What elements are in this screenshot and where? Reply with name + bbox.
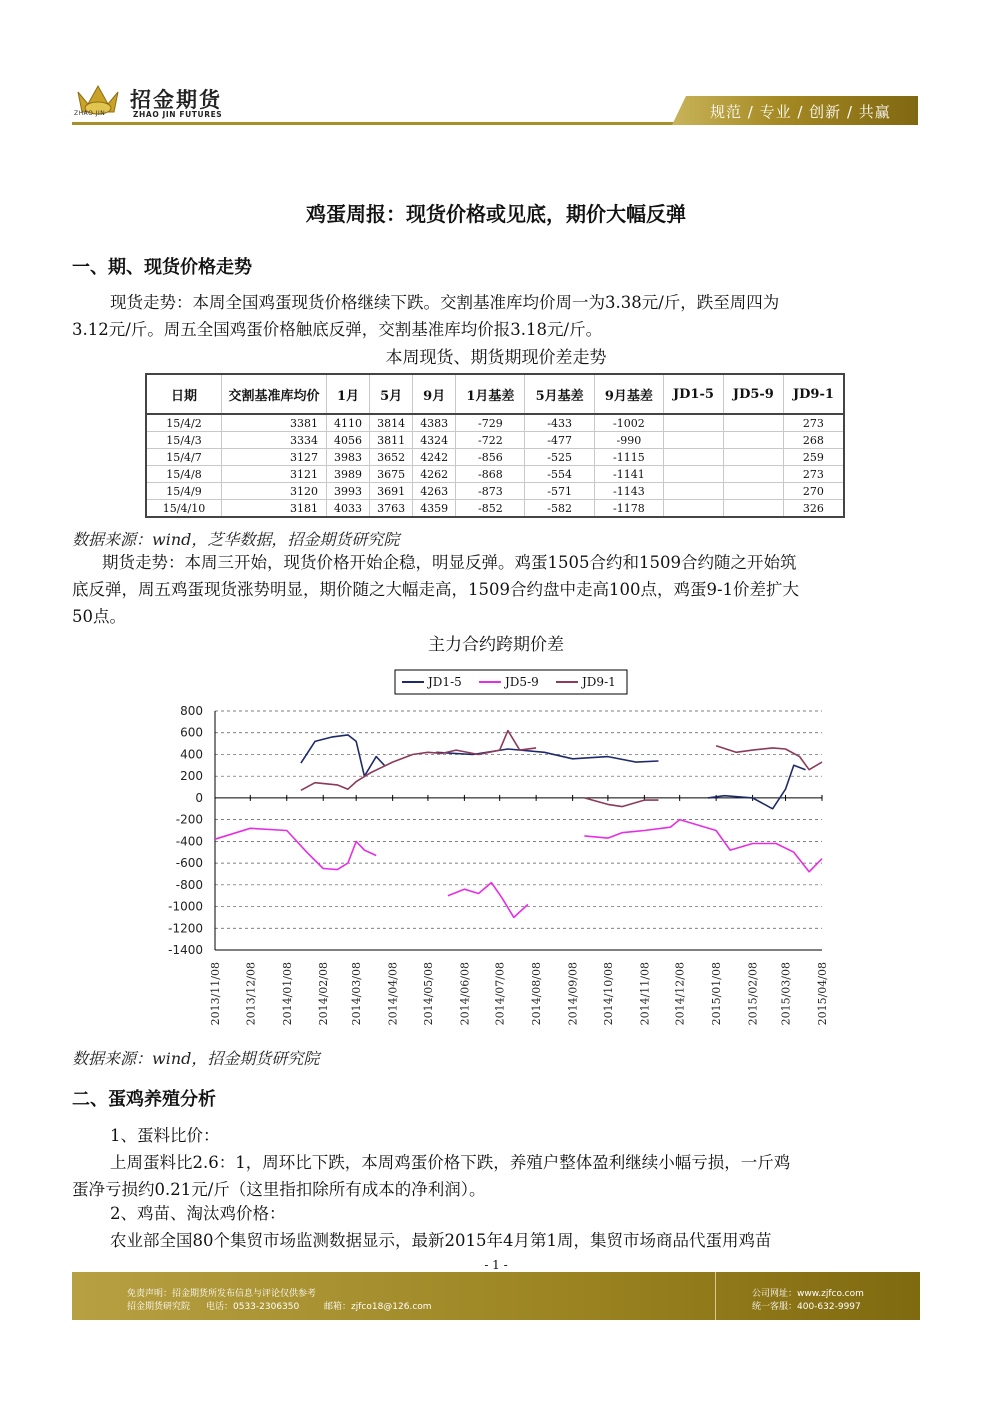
y-tick-label: -600 <box>175 856 203 871</box>
slogan-text: 规范 / 专业 / 创新 / 共赢 <box>710 103 891 121</box>
footer-disclaimer: 免责声明：招金期货所发布信息与评论仅供参考 <box>127 1289 317 1299</box>
header-jd5-9: JD5-9 <box>723 374 783 414</box>
table-cell: -856 <box>456 449 525 466</box>
ratio-line-1: 上周蛋料比2.6：1，周环比下跌，本周鸡蛋价格下跌，养殖户整体盈利继续小幅亏损，一斤鸡 <box>110 1153 791 1172</box>
table-cell: 4056 <box>327 432 370 449</box>
y-tick-label: -1200 <box>168 921 203 936</box>
table-row <box>146 414 844 432</box>
futures-trend-line-3: 50点。 <box>72 607 126 626</box>
table-cell: -433 <box>525 414 594 432</box>
x-tick-label: 2015/02/08 <box>746 962 760 1026</box>
table-cell <box>723 449 783 466</box>
table-cell <box>723 414 783 432</box>
ratio-line-2: 蛋净亏损约0.21元/斤（这里指扣除所有成本的净利润）。 <box>72 1180 486 1199</box>
table-cell: 3989 <box>327 466 370 483</box>
footer-phone: 电话：0533-2306350 <box>206 1302 300 1312</box>
table-cell: 3652 <box>370 449 413 466</box>
y-tick-label: -1400 <box>168 943 203 957</box>
footer-institute: 招金期货研究院 <box>127 1302 191 1312</box>
table-cell <box>723 432 783 449</box>
table-cell: 15/4/2 <box>146 414 222 432</box>
table-cell: 15/4/10 <box>146 500 222 518</box>
table-cell: -1002 <box>594 414 663 432</box>
table-cell: 4110 <box>327 414 370 432</box>
table-cell: -722 <box>456 432 525 449</box>
table-cell: -1115 <box>594 449 663 466</box>
header-date: 日期 <box>146 374 222 414</box>
table-row <box>146 500 844 518</box>
table-cell: 4033 <box>327 500 370 518</box>
legend-label: JD1-5 <box>428 675 462 689</box>
x-tick-label: 2014/04/08 <box>386 962 400 1026</box>
table-cell: 4383 <box>413 414 456 432</box>
futures-trend-line-1: 期货走势：本周三开始，现货价格开始企稳，明显反弹。鸡蛋1505合约和1509合约随之开始筑 <box>102 553 797 572</box>
table-row <box>146 466 844 483</box>
table-cell: 3120 <box>222 483 327 500</box>
futures-trend-line-2: 底反弹，周五鸡蛋现货涨势明显，期价随之大幅走高，1509合约盘中走高100点，鸡蛋9-1价差扩大 <box>72 580 800 599</box>
x-tick-label: 2014/01/08 <box>280 962 294 1026</box>
series-line-jd9-1 <box>716 746 822 770</box>
table-cell: 3127 <box>222 449 327 466</box>
table-cell: 3993 <box>327 483 370 500</box>
chicks-line-1: 农业部全国80个集贸市场监测数据显示，最新2015年4月第1周，集贸市场商品代蛋用鸡苗 <box>110 1231 772 1250</box>
table-cell <box>723 466 783 483</box>
table-cell <box>663 483 723 500</box>
section-heading-1: 一、期、现货价格走势 <box>72 257 252 278</box>
table-cell: 4359 <box>413 500 456 518</box>
footer-email: 邮箱：zjfco18@126.com <box>324 1302 432 1312</box>
spot-trend-line-1: 现货走势：本周全国鸡蛋现货价格继续下跌。交割基准库均价周一为3.38元/斤，跌至周四为 <box>110 293 780 312</box>
subheading-ratio: 1、蛋料比价： <box>110 1126 220 1145</box>
table-cell: 273 <box>783 414 844 432</box>
y-tick-label: -1000 <box>168 899 203 914</box>
table-cell: 3334 <box>222 432 327 449</box>
table-cell: -525 <box>525 449 594 466</box>
header-jd9-1: JD9-1 <box>783 374 844 414</box>
footer-hotline: 统一客服：400-632-9997 <box>752 1302 861 1312</box>
table-cell: -582 <box>525 500 594 518</box>
legend-label: JD9-1 <box>582 675 616 689</box>
document-title: 鸡蛋周报：现货价格或见底，期价大幅反弹 <box>306 202 686 226</box>
table-cell: 4242 <box>413 449 456 466</box>
x-tick-label: 2014/11/08 <box>638 962 652 1026</box>
table-caption: 本周现货、期货期现价差走势 <box>385 348 607 368</box>
price-table <box>145 373 845 518</box>
table-cell: 15/4/8 <box>146 466 222 483</box>
page-number: - 1 - <box>484 1258 508 1272</box>
table-cell: -1141 <box>594 466 663 483</box>
series-line-jd1-5 <box>708 765 806 809</box>
table-cell: -1143 <box>594 483 663 500</box>
y-tick-label: 0 <box>195 790 203 805</box>
logo-pinyin: ZHAO JIN <box>74 110 106 117</box>
logo-english: ZHAO JIN FUTURES <box>133 110 223 119</box>
x-tick-label: 2015/01/08 <box>710 962 724 1026</box>
x-tick-label: 2014/10/08 <box>601 962 615 1026</box>
x-tick-label: 2015/04/08 <box>816 962 829 1026</box>
y-tick-label: 600 <box>180 725 203 740</box>
x-tick-label: 2013/12/08 <box>244 962 258 1026</box>
table-cell <box>663 449 723 466</box>
table-cell: -852 <box>456 500 525 518</box>
table-cell: 3121 <box>222 466 327 483</box>
table-cell: 4262 <box>413 466 456 483</box>
series-line-jd1-5 <box>436 749 658 762</box>
table-cell: 3675 <box>370 466 413 483</box>
table-cell: 3381 <box>222 414 327 432</box>
logo-text: 招金期货 <box>130 88 222 112</box>
spot-trend-line-2: 3.12元/斤。周五全国鸡蛋价格触底反弹，交割基准库均价报3.18元/斤。 <box>72 320 603 339</box>
table-cell: 273 <box>783 466 844 483</box>
series-line-jd5-9 <box>584 820 822 872</box>
x-tick-label: 2013/11/08 <box>209 962 222 1026</box>
x-tick-label: 2014/07/08 <box>493 962 507 1026</box>
legend-label: JD5-9 <box>505 675 539 689</box>
x-tick-label: 2014/05/08 <box>421 962 435 1026</box>
table-cell: 3691 <box>370 483 413 500</box>
table-cell <box>723 500 783 518</box>
table-cell: -990 <box>594 432 663 449</box>
table-cell: 15/4/9 <box>146 483 222 500</box>
table-cell: 326 <box>783 500 844 518</box>
table-cell: 4324 <box>413 432 456 449</box>
table-cell: 3983 <box>327 449 370 466</box>
header-may-basis: 5月基差 <box>525 374 594 414</box>
table-cell: 259 <box>783 449 844 466</box>
header-jan: 1月 <box>327 374 370 414</box>
x-tick-label: 2014/08/08 <box>530 962 544 1026</box>
table-row <box>146 432 844 449</box>
header-sep: 9月 <box>413 374 456 414</box>
table-row <box>146 449 844 466</box>
x-tick-label: 2014/09/08 <box>566 962 580 1026</box>
x-tick-label: 2014/03/08 <box>350 962 364 1026</box>
table-cell <box>663 500 723 518</box>
series-line-jd9-1 <box>584 798 658 807</box>
chart-title: 主力合约跨期价差 <box>428 635 564 655</box>
header-sep-basis: 9月基差 <box>594 374 663 414</box>
table-cell: -1178 <box>594 500 663 518</box>
table-cell <box>723 483 783 500</box>
section-heading-2: 二、蛋鸡养殖分析 <box>72 1089 216 1110</box>
table-source: 数据来源：wind，芝华数据，招金期货研究院 <box>72 530 400 549</box>
footer-website: 公司网址：www.zjfco.com <box>752 1289 864 1299</box>
x-tick-label: 2014/02/08 <box>317 962 331 1026</box>
y-tick-label: 800 <box>180 704 203 718</box>
x-tick-label: 2014/12/08 <box>673 962 687 1026</box>
table-header-row <box>146 374 844 414</box>
table-cell: 15/4/3 <box>146 432 222 449</box>
table-cell: -571 <box>525 483 594 500</box>
table-cell <box>663 414 723 432</box>
y-tick-label: 200 <box>180 769 203 784</box>
series-line-jd1-5 <box>301 735 385 776</box>
table-cell: 3181 <box>222 500 327 518</box>
x-tick-label: 2015/03/08 <box>779 962 793 1026</box>
y-tick-label: -400 <box>175 834 203 849</box>
footer-divider <box>715 1272 716 1320</box>
header-may: 5月 <box>370 374 413 414</box>
y-tick-label: 400 <box>180 747 203 762</box>
y-tick-label: -800 <box>175 877 203 892</box>
table-cell: -729 <box>456 414 525 432</box>
spread-chart <box>150 660 840 1040</box>
x-tick-label: 2014/06/08 <box>458 962 472 1026</box>
chart-source: 数据来源：wind，招金期货研究院 <box>72 1049 320 1068</box>
table-cell: 3814 <box>370 414 413 432</box>
header-jan-basis: 1月基差 <box>456 374 525 414</box>
table-cell: -868 <box>456 466 525 483</box>
table-row <box>146 483 844 500</box>
table-cell: 3811 <box>370 432 413 449</box>
table-cell: -554 <box>525 466 594 483</box>
subheading-chicks: 2、鸡苗、淘汰鸡价格： <box>110 1204 286 1223</box>
y-tick-label: -200 <box>175 812 203 827</box>
header-jd1-5: JD1-5 <box>663 374 723 414</box>
table-cell: 3763 <box>370 500 413 518</box>
table-cell <box>663 432 723 449</box>
header-spot: 交割基准库均价 <box>222 374 327 414</box>
table-cell <box>663 466 723 483</box>
table-cell: 4263 <box>413 483 456 500</box>
series-line-jd9-1 <box>301 731 536 791</box>
table-cell: 268 <box>783 432 844 449</box>
table-cell: -873 <box>456 483 525 500</box>
series-line-jd5-9 <box>448 883 528 918</box>
table-cell: -477 <box>525 432 594 449</box>
table-cell: 15/4/7 <box>146 449 222 466</box>
table-cell: 270 <box>783 483 844 500</box>
